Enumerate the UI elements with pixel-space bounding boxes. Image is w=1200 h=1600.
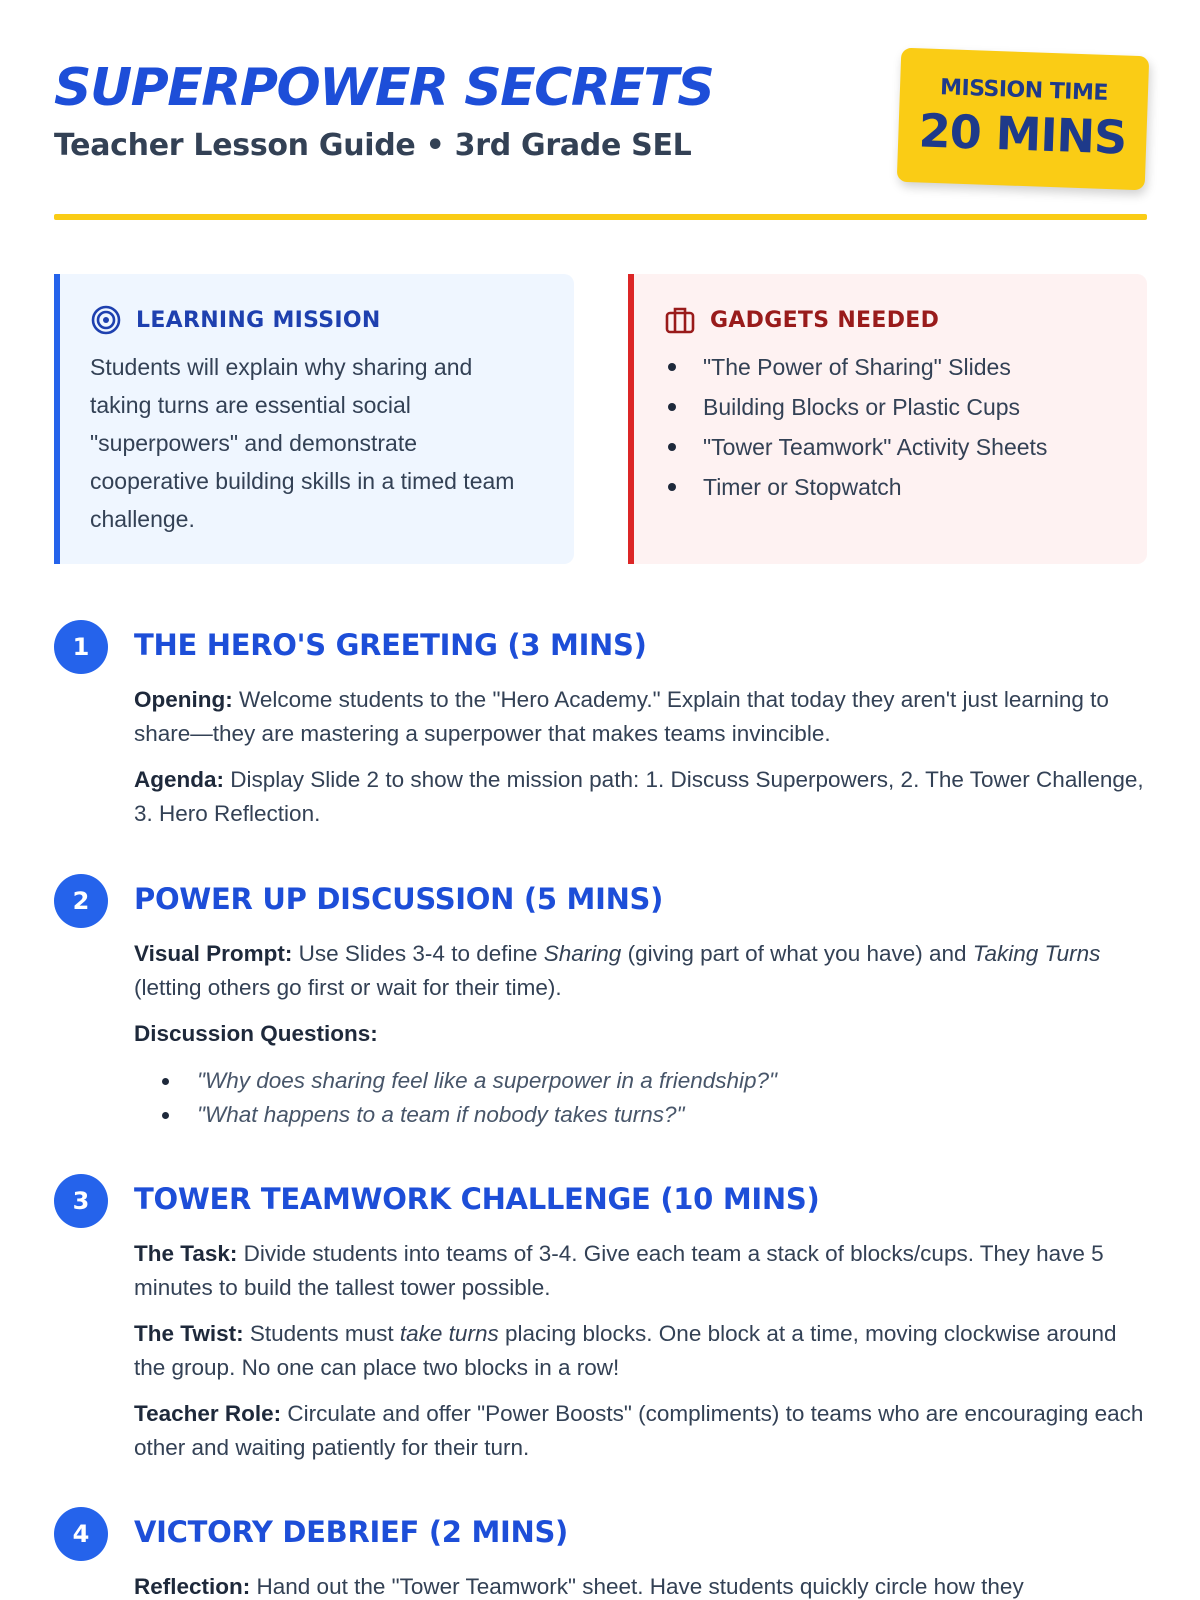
section-title: VICTORY DEBRIEF (2 MINS) [134, 1515, 569, 1549]
paragraph-text: Circulate and offer "Power Boosts" (compliments) to teams who are encouraging each other and waiting patiently for their turn. [134, 1401, 1144, 1460]
paragraph-label: Discussion Questions: [134, 1021, 378, 1046]
gadgets-list [664, 347, 1047, 507]
learning-mission-card [54, 274, 574, 564]
section-title: POWER UP DISCUSSION (5 MINS) [134, 882, 664, 916]
list-item [664, 467, 1047, 507]
target-icon [90, 304, 122, 336]
gadgets-needed-title: GADGETS NEEDED [710, 307, 940, 333]
list-item [134, 1064, 777, 1098]
learning-mission-title: LEARNING MISSION [136, 307, 381, 333]
step-number-badge: 4 [54, 1507, 108, 1561]
agenda-paragraph [134, 763, 1144, 831]
paragraph-text: (letting others go first or wait for their time). [134, 975, 562, 1000]
opening-paragraph [134, 683, 1144, 751]
paragraph-label: Reflection: [134, 1574, 251, 1599]
paragraph-text: Hand out the "Tower Teamwork" sheet. Have students quickly circle how they [250, 1574, 1024, 1599]
discussion-questions-list [134, 1064, 777, 1132]
step-number-badge: 1 [54, 620, 108, 674]
emphasis-text: Sharing [543, 941, 622, 966]
gadgets-needed-card [628, 274, 1147, 564]
paragraph-label: Teacher Role: [134, 1401, 282, 1426]
paragraph-text: Welcome students to the "Hero Academy." Explain that today they aren't just learning to share—they are mastering a superpower that makes teams invincible. [134, 687, 1109, 746]
paragraph-text: (giving part of what you have) and [621, 941, 973, 966]
list-item [664, 427, 1047, 467]
emphasis-text: Taking Turns [972, 941, 1101, 966]
paragraph-text: Use Slides 3-4 to define [292, 941, 544, 966]
paragraph-text: placing blocks. One block at a time, moving clockwise around the group. No one can place two blocks in a row! [134, 1321, 1117, 1380]
section-title: THE HERO'S GREETING (3 MINS) [134, 628, 647, 662]
mission-time-badge [897, 48, 1150, 191]
question-text: "Why does sharing feel like a superpower in a friendship?" [197, 1068, 778, 1093]
step-number-badge: 2 [54, 874, 108, 928]
section-heros-greeting [54, 616, 1147, 836]
section-title: TOWER TEAMWORK CHALLENGE (10 MINS) [134, 1182, 820, 1216]
mission-time-value: 20 MINS [917, 103, 1128, 165]
bullet-icon [668, 363, 676, 371]
emphasis-text: take turns [399, 1321, 499, 1346]
mission-time-label: MISSION TIME [939, 75, 1109, 106]
page-title: SUPERPOWER SECRETS [54, 58, 714, 118]
learning-mission-header [90, 304, 381, 336]
paragraph-label: Visual Prompt: [134, 941, 293, 966]
section-power-up-discussion [54, 870, 1147, 1140]
gadgets-needed-header [664, 304, 939, 336]
paragraph-label: Opening: [134, 687, 233, 712]
list-item [134, 1098, 777, 1132]
learning-mission-text: Students will explain why sharing and taking turns are essential social "superpowers" and demonstrate cooperative building skills in a timed team challenge. [90, 354, 515, 532]
section-victory-debrief [54, 1503, 1147, 1600]
gadget-item-label: Building Blocks or Plastic Cups [703, 394, 1021, 420]
discussion-questions-label [134, 1017, 1144, 1051]
visual-prompt-paragraph [134, 937, 1144, 1005]
bullet-icon [162, 1112, 169, 1119]
gadget-item-label: Timer or Stopwatch [703, 474, 902, 500]
task-paragraph [134, 1237, 1144, 1305]
bullet-icon [668, 403, 676, 411]
gadget-item-label: "The Power of Sharing" Slides [703, 354, 1011, 380]
paragraph-label: Agenda: [134, 767, 224, 792]
bullet-icon [668, 483, 676, 491]
paragraph-text: Display Slide 2 to show the mission path: 1. Discuss Superpowers, 2. The Tower Challenge, 3. Hero Reflection. [134, 767, 1144, 826]
paragraph-text: Divide students into teams of 3-4. Give each team a stack of blocks/cups. They have 5 minutes to build the tallest tower possible. [134, 1241, 1104, 1300]
header [54, 56, 1147, 222]
bullet-icon [162, 1078, 169, 1085]
page-subtitle: Teacher Lesson Guide • 3rd Grade SEL [54, 128, 692, 163]
list-item [664, 347, 1047, 387]
header-divider [54, 214, 1147, 220]
step-number-badge: 3 [54, 1174, 108, 1228]
teacher-role-paragraph [134, 1397, 1144, 1465]
question-text: "What happens to a team if nobody takes turns?" [197, 1102, 685, 1127]
paragraph-label: The Twist: [134, 1321, 244, 1346]
twist-paragraph [134, 1317, 1144, 1385]
list-item [664, 387, 1047, 427]
briefcase-icon [664, 304, 696, 336]
gadget-item-label: "Tower Teamwork" Activity Sheets [703, 434, 1048, 460]
reflection-paragraph [134, 1570, 1144, 1600]
section-tower-teamwork-challenge [54, 1170, 1147, 1470]
paragraph-text: Students must [243, 1321, 400, 1346]
paragraph-label: The Task: [134, 1241, 238, 1266]
bullet-icon [668, 443, 676, 451]
